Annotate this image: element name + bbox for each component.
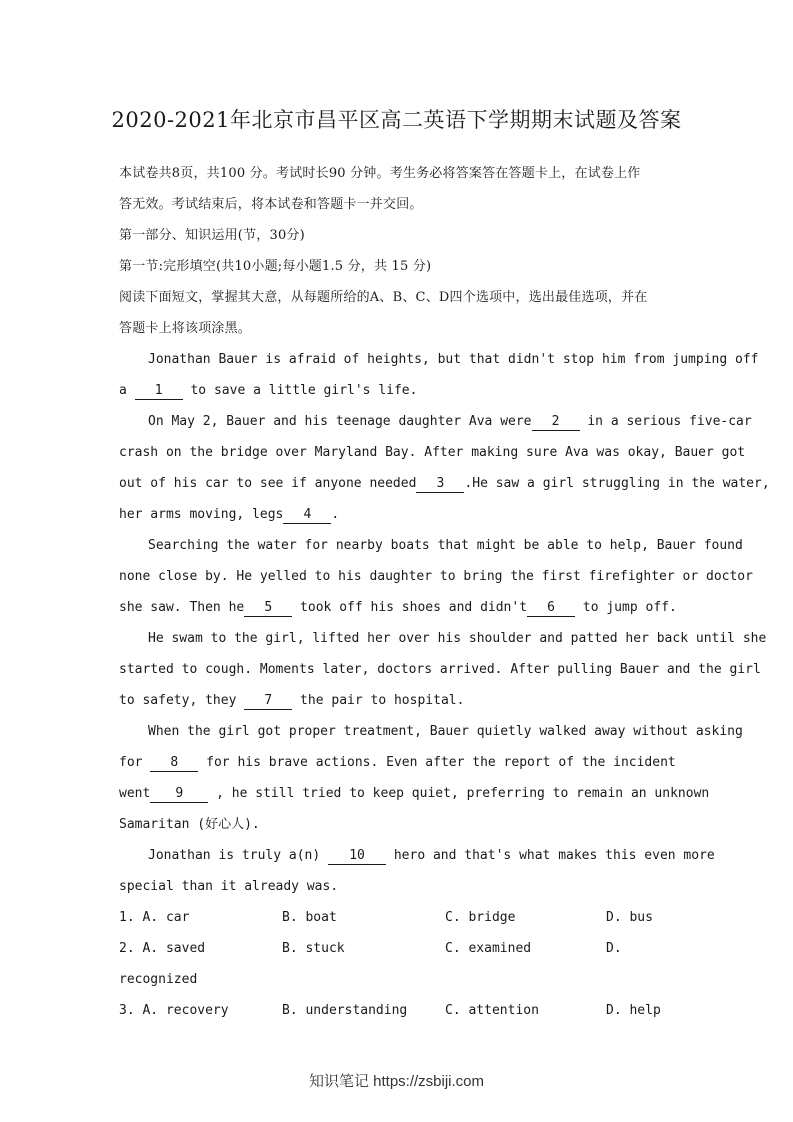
passage-text: to save a little girl's life.: [182, 383, 418, 398]
blank-3: 3: [416, 476, 464, 493]
question-options: [119, 995, 675, 1026]
passage-line: crash on the bridge over Maryland Bay. After making sure Ava was okay, Bauer got: [119, 445, 746, 460]
option-a: 2. A. saved: [119, 941, 206, 956]
document-body: [119, 158, 770, 1026]
passage-text: for his brave actions. Even after the report of the incident: [198, 755, 676, 770]
passage-text: she saw. Then he: [119, 600, 245, 615]
passage-text: .He saw a girl struggling in the water,: [464, 476, 770, 491]
question-options-wrap: [119, 964, 675, 995]
option-a: 1. A. car: [119, 910, 190, 925]
passage-line: [119, 592, 675, 623]
passage-text: .: [331, 507, 340, 522]
option-c: C. examined: [445, 941, 532, 956]
option-c: C. bridge: [445, 910, 516, 925]
blank-4: 4: [283, 507, 331, 524]
passage-line: Samaritan (好心人).: [119, 817, 260, 832]
passage-line: [119, 747, 675, 778]
instruction-line: 阅读下面短文，掌握其大意，从每题所给的A、B、C、D四个选项中，选出最佳选项，并在: [119, 290, 648, 305]
option-a: 3. A. recovery: [119, 1003, 229, 1018]
passage-line: [119, 468, 770, 499]
blank-10: 10: [328, 848, 386, 865]
passage-line: [119, 375, 675, 406]
blank-7: 7: [244, 693, 292, 710]
passage-line: Searching the water for nearby boats that might be able to help, Bauer found: [148, 538, 743, 553]
intro-line: 答无效。考试结束后，将本试卷和答题卡一并交回。: [119, 197, 423, 212]
option-d-wrapped: recognized: [119, 972, 198, 987]
passage-text: Jonathan is truly a(n): [148, 848, 329, 863]
passage-line: [119, 778, 710, 809]
option-b: B. understanding: [282, 1003, 408, 1018]
passage-text: the pair to hospital.: [292, 693, 465, 708]
section-heading: 第一节:完形填空(共10小题;每小题1.5 分，共 15 分): [119, 259, 432, 274]
passage-text: in a serious five-car: [579, 414, 752, 429]
option-d: D. bus: [606, 910, 653, 925]
option-d: D. help: [606, 1003, 661, 1018]
passage-line: none close by. He yelled to his daughter to bring the first firefighter or doctor: [119, 569, 753, 584]
passage-text: hero and that's what makes this even more: [386, 848, 715, 863]
passage-text: went: [119, 786, 151, 801]
option-b: B. stuck: [282, 941, 345, 956]
passage-text: her arms moving, legs: [119, 507, 284, 522]
passage-text: to jump off.: [575, 600, 677, 615]
passage-text: a: [119, 383, 135, 398]
footer-watermark: 知识笔记 https://zsbiji.com: [308, 1073, 485, 1090]
question-options: [119, 902, 675, 933]
passage-line: started to cough. Moments later, doctors arrived. After pulling Bauer and the girl: [119, 662, 761, 677]
passage-text: to safety, they: [119, 693, 245, 708]
passage-line: [119, 685, 675, 716]
blank-5: 5: [244, 600, 292, 617]
passage-line: special than it already was.: [119, 879, 339, 894]
blank-1: 1: [135, 383, 183, 400]
passage-line: When the girl got proper treatment, Bauer quietly walked away without asking: [148, 724, 743, 739]
passage-line: [119, 499, 675, 530]
instruction-line: 答题卡上将该项涂黑。: [119, 321, 252, 336]
passage-line: [119, 840, 715, 871]
passage-text: for: [119, 755, 151, 770]
passage-text: out of his car to see if anyone needed: [119, 476, 417, 491]
option-b: B. boat: [282, 910, 337, 925]
passage-text: On May 2, Bauer and his teenage daughter Ava were: [148, 414, 532, 429]
option-d: D.: [606, 941, 622, 956]
blank-6: 6: [527, 600, 575, 617]
blank-2: 2: [532, 414, 580, 431]
page-title: 2020-2021年北京市昌平区高二英语下学期期末试题及答案: [111, 108, 682, 132]
passage-text: took off his shoes and didn't: [292, 600, 528, 615]
part-heading: 第一部分、知识运用(节，30分): [119, 228, 305, 243]
question-options: [119, 933, 675, 964]
intro-line: 本试卷共8页，共100 分。考试时长90 分钟。考生务必将答案答在答题卡上，在试卷上作: [119, 166, 641, 181]
passage-line: [119, 406, 752, 437]
option-c: C. attention: [445, 1003, 539, 1018]
passage-line: Jonathan Bauer is afraid of heights, but that didn't stop him from jumping off: [148, 352, 759, 367]
blank-8: 8: [150, 755, 198, 772]
passage-text: , he still tried to keep quiet, preferring to remain an unknown: [208, 786, 710, 801]
blank-9: 9: [150, 786, 208, 803]
passage-line: He swam to the girl, lifted her over his shoulder and patted her back until she: [148, 631, 767, 646]
